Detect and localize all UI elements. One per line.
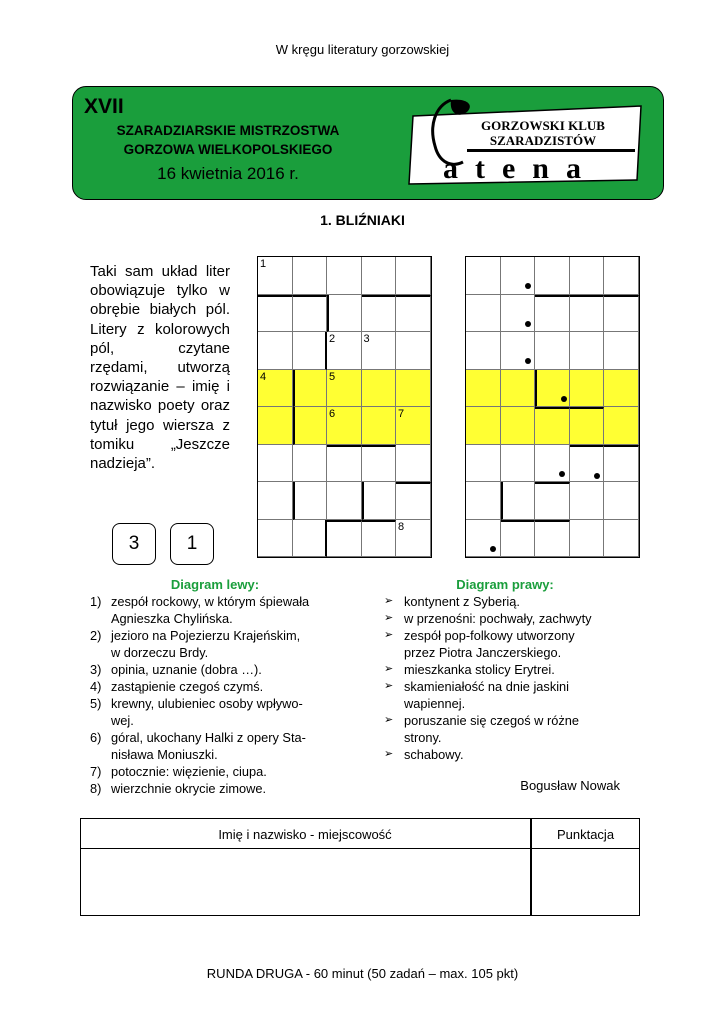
cell-number: 6 (329, 408, 336, 420)
right-grid-cell-r3-c1[interactable] (466, 332, 501, 370)
clue-text: schabowy. (404, 747, 464, 762)
right-clue-6 (384, 729, 624, 746)
right-clue-1 (384, 593, 624, 610)
left-grid-cell-r8-c3[interactable] (327, 520, 362, 558)
left-grid-cell-r3-c4[interactable] (362, 332, 397, 370)
left-clue-2 (90, 644, 340, 661)
clue-number: 6) (90, 730, 102, 745)
left-grid-cell-r7-c2[interactable] (293, 482, 328, 520)
puzzle-title: 1. BLIŹNIAKI (320, 212, 405, 228)
left-grid-cell-r7-c1[interactable] (258, 482, 293, 520)
dot-marker-icon (561, 396, 567, 402)
dot-marker-icon (525, 321, 531, 327)
bullet-arrow-icon: ➢ (384, 595, 394, 607)
left-grid-cell-r3-c1[interactable] (258, 332, 293, 370)
quill-tip-icon (451, 100, 470, 115)
dot-marker-icon (525, 358, 531, 364)
left-grid-cell-r5-c1[interactable] (258, 407, 293, 445)
left-clue-6 (90, 729, 340, 746)
left-grid-cell-r6-c1[interactable] (258, 445, 293, 483)
clue-number (90, 712, 111, 729)
right-grid-cell-r1-c1[interactable] (466, 257, 501, 295)
left-grid-cell-r1-c1[interactable] (258, 257, 293, 295)
right-grid-cell-r4-c1[interactable] (466, 370, 501, 408)
right-clue-2 (384, 610, 624, 627)
right-grid-cell-r1-c5[interactable] (604, 257, 639, 295)
left-grid-cell-r6-c4[interactable] (362, 445, 397, 483)
left-grid-cell-r3-c5[interactable] (396, 332, 431, 370)
right-grid-cell-r4-c3[interactable] (535, 370, 570, 408)
right-grid-cell-r8-c3[interactable] (535, 520, 570, 558)
cell-number: 4 (260, 370, 267, 383)
left-grid-cell-r2-c5[interactable] (396, 295, 431, 333)
left-grid-cell-r5-c4[interactable] (362, 407, 397, 445)
clue-text: strony. (404, 730, 442, 745)
right-clue-3 (384, 627, 624, 644)
clue-text: wierzchnie okrycie zimowe. (111, 781, 267, 796)
clue-text: opinia, uznanie (dobra …). (111, 662, 262, 677)
clue-text: kontynent z Syberią. (404, 594, 520, 609)
left-grid-cell-r4-c5[interactable] (396, 370, 431, 408)
left-grid-cell-r2-c1[interactable] (258, 295, 293, 333)
left-grid-cell-r2-c3[interactable] (327, 295, 362, 333)
clue-text: nisława Moniuszki. (111, 747, 218, 762)
left-grid-cell-r5-c2[interactable] (293, 407, 328, 445)
right-grid-cell-r2-c2[interactable] (501, 295, 536, 333)
right-grid-cell-r7-c4[interactable] (570, 482, 605, 520)
right-grid-cell-r2-c3[interactable] (535, 295, 570, 333)
clue-text: mieszkanka stolicy Erytrei. (404, 662, 555, 677)
right-grid-cell-r3-c3[interactable] (535, 332, 570, 370)
right-grid-cell-r4-c5[interactable] (604, 370, 639, 408)
right-grid-cell-r2-c4[interactable] (570, 295, 605, 333)
clue-text: potocznie: więzienie, ciupa. (111, 764, 267, 779)
left-grid-cell-r2-c2[interactable] (293, 295, 328, 333)
bullet-arrow-icon (384, 644, 404, 661)
right-grid-cell-r6-c1[interactable] (466, 445, 501, 483)
clue-number: 4) (90, 679, 102, 694)
table-header-score: Punktacja (556, 827, 615, 842)
left-grid-cell-r8-c1[interactable] (258, 520, 293, 558)
right-grid-cell-r5-c1[interactable] (466, 407, 501, 445)
left-clue-1 (90, 610, 340, 627)
clue-number (90, 746, 111, 763)
clue-text: w przenośni: pochwały, zachwyty (404, 611, 592, 626)
left-grid-cell-r8-c4[interactable] (362, 520, 397, 558)
left-grid-cell-r4-c2[interactable] (293, 370, 328, 408)
left-grid-cell-r5-c3[interactable] (327, 407, 362, 445)
author-name: Bogusław Nowak (520, 778, 620, 793)
clue-text: zastąpienie czegoś czymś. (111, 679, 264, 694)
right-clue-7 (384, 746, 624, 763)
cell-number: 2 (329, 333, 336, 345)
right-grid-cell-r8-c5[interactable] (604, 520, 639, 558)
right-grid-cell-r8-c4[interactable] (570, 520, 605, 558)
dot-marker-icon (594, 473, 600, 479)
puzzle-instructions: Taki sam układ liter obowiązuje tylko w obrębie białych pól. Litery z kolorowych pól, czytane rzędami, utworzą rozwiązanie – imię i nazwisko poety oraz tytuł jego wiersza z tomiku „Jeszcze nadzieja”. (90, 263, 230, 473)
right-grid-cell-r4-c4[interactable] (570, 370, 605, 408)
right-clue-6 (384, 712, 624, 729)
clue-text: Agnieszka Chylińska. (111, 611, 233, 626)
bullet-arrow-icon (384, 729, 404, 746)
right-grid-cell-r3-c4[interactable] (570, 332, 605, 370)
left-clue-7 (90, 763, 340, 780)
right-clue-5 (384, 678, 624, 695)
clue-text: krewny, ulubieniec osoby wpływo- (111, 696, 303, 711)
right-grid-cell-r2-c5[interactable] (604, 295, 639, 333)
left-clue-list (90, 593, 340, 797)
bullet-arrow-icon: ➢ (384, 612, 394, 624)
right-grid-cell-r6-c3[interactable] (535, 445, 570, 483)
clue-number (90, 644, 111, 661)
clue-text: skamieniałość na dnie jaskini (404, 679, 570, 694)
bullet-arrow-icon (384, 695, 404, 712)
table-header-name: Imię i nazwisko - miejscowość (218, 827, 392, 842)
edition-number: XVII (84, 95, 124, 118)
left-clue-1 (90, 593, 340, 610)
left-grid-cell-r8-c2[interactable] (293, 520, 328, 558)
grid-left[interactable] (257, 256, 432, 558)
left-grid-cell-r6-c3[interactable] (327, 445, 362, 483)
left-grid-cell-r7-c3[interactable] (327, 482, 362, 520)
bullet-arrow-icon: ➢ (384, 629, 394, 641)
right-grid-cell-r1-c4[interactable] (570, 257, 605, 295)
right-grid-cell-r6-c5[interactable] (604, 445, 639, 483)
right-grid-cell-r6-c2[interactable] (501, 445, 536, 483)
clue-text: zespół pop-folkowy utworzony (404, 628, 575, 643)
left-grid-cell-r4-c3[interactable] (327, 370, 362, 408)
right-clue-4 (384, 661, 624, 678)
left-clue-5 (90, 712, 340, 729)
table-divider-horizontal (80, 848, 640, 849)
left-grid-cell-r5-c5[interactable] (396, 407, 431, 445)
clue-number (90, 610, 111, 627)
right-grid-cell-r8-c2[interactable] (501, 520, 536, 558)
dot-marker-icon (490, 546, 496, 552)
right-clue-list (384, 593, 624, 763)
right-grid-cell-r5-c4[interactable] (570, 407, 605, 445)
left-grid-cell-r1-c3[interactable] (327, 257, 362, 295)
left-grid-cell-r1-c4[interactable] (362, 257, 397, 295)
left-grid-cell-r6-c5[interactable] (396, 445, 431, 483)
right-grid-cell-r5-c3[interactable] (535, 407, 570, 445)
bullet-arrow-icon: ➢ (384, 714, 394, 726)
left-grid-cell-r7-c4[interactable] (362, 482, 397, 520)
right-grid-cell-r7-c1[interactable] (466, 482, 501, 520)
championship-title-line2: GORZOWA WIELKOPOLSKIEGO (123, 142, 333, 157)
dot-marker-icon (525, 283, 531, 289)
clue-number: 2) (90, 628, 102, 643)
right-diagram-title: Diagram prawy: (456, 577, 554, 592)
clue-text: jezioro na Pojezierzu Krajeńskim, (111, 628, 301, 643)
bullet-arrow-icon: ➢ (384, 680, 394, 692)
right-clue-5 (384, 695, 624, 712)
left-clue-4 (90, 678, 340, 695)
clue-text: góral, ukochany Halki z opery Sta- (111, 730, 306, 745)
left-clue-3 (90, 661, 340, 678)
left-grid-cell-r7-c5[interactable] (396, 482, 431, 520)
right-grid-cell-r5-c2[interactable] (501, 407, 536, 445)
clue-number: 1) (90, 594, 102, 609)
championship-title-line1: SZARADZIARSKIE MISTRZOSTWA (116, 123, 340, 138)
right-grid-cell-r3-c2[interactable] (501, 332, 536, 370)
left-grid-cell-r3-c3[interactable] (327, 332, 362, 370)
bullet-arrow-icon: ➢ (384, 748, 394, 760)
left-grid-cell-r4-c1[interactable] (258, 370, 293, 408)
logo-word: atena (443, 152, 598, 185)
left-clue-6 (90, 746, 340, 763)
right-grid-cell-r7-c2[interactable] (501, 482, 536, 520)
right-grid-cell-r7-c5[interactable] (604, 482, 639, 520)
clue-text: wapiennej. (404, 696, 466, 711)
bullet-arrow-icon: ➢ (384, 663, 394, 675)
clue-text: zespół rockowy, w którym śpiewała (111, 594, 310, 609)
footer-round-info: RUNDA DRUGA - 60 minut (50 zadań – max. 105 pkt) (206, 966, 519, 981)
answer-box-2: 1 (170, 523, 214, 565)
cell-number: 5 (329, 370, 336, 383)
right-grid-cell-r2-c1[interactable] (466, 295, 501, 333)
left-grid-cell-r8-c5[interactable] (396, 520, 431, 558)
clue-text: w dorzeczu Brdy. (111, 645, 209, 660)
club-logo (405, 96, 645, 188)
cell-number: 8 (398, 520, 405, 533)
right-grid-cell-r6-c4[interactable] (570, 445, 605, 483)
left-clue-8 (90, 780, 340, 797)
left-clue-2 (90, 627, 340, 644)
left-grid-cell-r6-c2[interactable] (293, 445, 328, 483)
right-grid-cell-r5-c5[interactable] (604, 407, 639, 445)
left-grid-cell-r1-c2[interactable] (293, 257, 328, 295)
left-clue-5 (90, 695, 340, 712)
right-clue-3 (384, 644, 624, 661)
right-grid-cell-r1-c3[interactable] (535, 257, 570, 295)
event-date: 16 kwietnia 2016 r. (157, 164, 299, 183)
cell-number: 3 (363, 333, 370, 345)
right-grid-cell-r1-c2[interactable] (501, 257, 536, 295)
cell-number: 7 (398, 408, 405, 420)
clue-text: wej. (111, 713, 134, 728)
logo-line2: SZARADZISTÓW (489, 133, 597, 148)
right-grid-cell-r8-c1[interactable] (466, 520, 501, 558)
top-caption: W kręgu literatury gorzowskiej (275, 42, 450, 57)
clue-text: przez Piotra Janczerskiego. (404, 645, 562, 660)
right-grid-cell-r4-c2[interactable] (501, 370, 536, 408)
right-grid-cell-r7-c3[interactable] (535, 482, 570, 520)
left-grid-cell-r3-c2[interactable] (293, 332, 328, 370)
clue-number: 3) (90, 662, 102, 677)
dot-marker-icon (559, 471, 565, 477)
clue-number: 8) (90, 781, 102, 796)
clue-text: poruszanie się czegoś w różne (404, 713, 579, 728)
left-grid-cell-r2-c4[interactable] (362, 295, 397, 333)
right-grid-cell-r3-c5[interactable] (604, 332, 639, 370)
logo-line1: GORZOWSKI KLUB (481, 118, 605, 133)
left-grid-cell-r4-c4[interactable] (362, 370, 397, 408)
grid-right[interactable] (465, 256, 640, 558)
answer-box-1: 3 (112, 523, 156, 565)
clue-number: 7) (90, 764, 102, 779)
cell-number: 1 (260, 258, 267, 270)
left-diagram-title: Diagram lewy: (170, 577, 260, 592)
clue-number: 5) (90, 696, 102, 711)
left-grid-cell-r1-c5[interactable] (396, 257, 431, 295)
